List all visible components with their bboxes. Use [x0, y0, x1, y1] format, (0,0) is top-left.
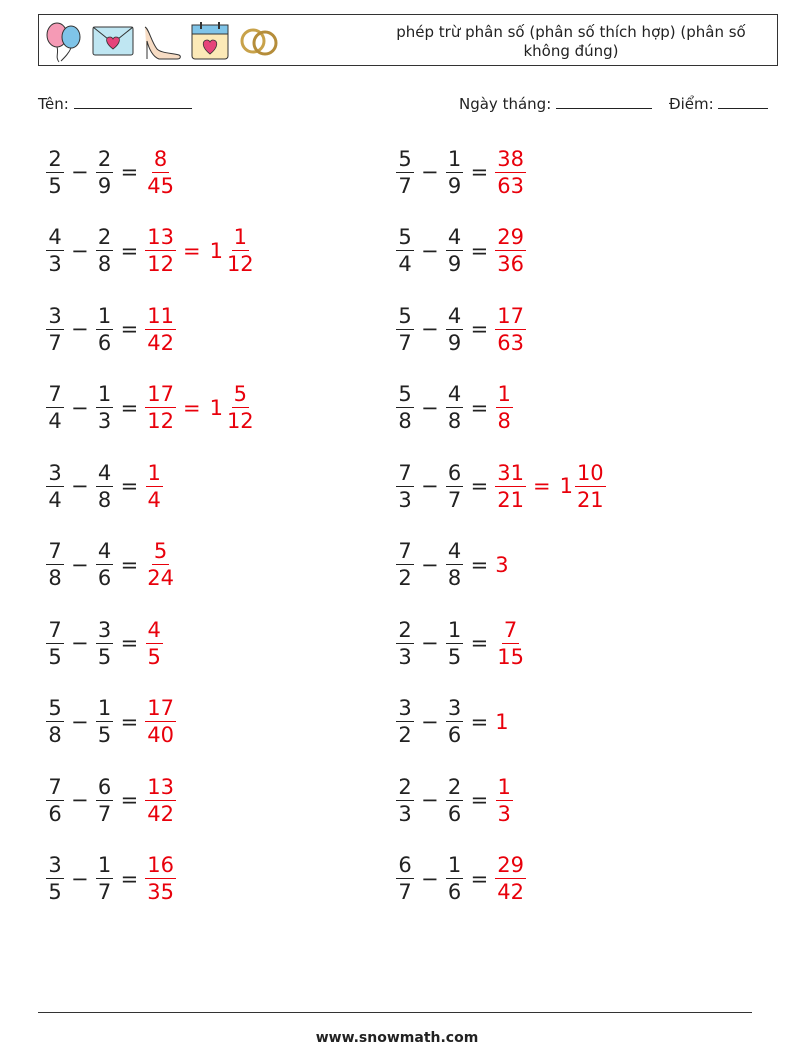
problem-item — [46, 142, 176, 202]
subtrahend-fraction-denominator: 3 — [97, 409, 112, 433]
mixed-whole: 1 — [209, 395, 223, 420]
minuend-fraction — [46, 460, 64, 513]
subtrahend-fraction — [96, 774, 114, 827]
minus-sign: − — [421, 866, 439, 891]
subtrahend-fraction-denominator: 9 — [447, 252, 462, 276]
subtrahend-fraction-denominator: 5 — [447, 644, 462, 669]
subtrahend-fraction — [96, 224, 114, 277]
minuend-fraction-denominator: 4 — [48, 409, 62, 433]
answer-whole: 3 — [495, 552, 509, 577]
minus-sign: − — [71, 709, 89, 734]
subtrahend-fraction — [96, 146, 114, 199]
answer-fraction-denominator: 40 — [147, 723, 174, 747]
answer-fraction-denominator: 24 — [147, 566, 174, 590]
minuend-fraction-numerator: 2 — [398, 617, 412, 642]
subtrahend-fraction-numerator: 3 — [97, 617, 112, 642]
problem-item — [396, 770, 513, 830]
answer-fraction — [495, 381, 513, 434]
subtrahend-fraction — [96, 460, 114, 513]
minuend-fraction-denominator: 7 — [398, 330, 412, 355]
subtrahend-fraction-numerator: 4 — [447, 382, 462, 406]
subtrahend-fraction-numerator: 4 — [447, 225, 462, 249]
minuend-fraction-numerator: 2 — [398, 774, 412, 799]
problem-item — [396, 299, 526, 359]
subtrahend-fraction-numerator: 1 — [97, 853, 112, 877]
mixed-equals-sign: = — [532, 474, 551, 498]
equals-sign: = — [470, 238, 489, 263]
subtrahend-fraction — [446, 617, 464, 670]
minuend-fraction-numerator: 3 — [48, 460, 62, 485]
minuend-fraction-numerator: 5 — [398, 382, 412, 406]
subtrahend-fraction-numerator: 2 — [97, 146, 112, 171]
subtrahend-fraction — [96, 381, 114, 434]
subtrahend-fraction-denominator: 5 — [97, 644, 112, 669]
minus-sign: − — [71, 160, 89, 184]
subtrahend-fraction-denominator: 9 — [447, 330, 462, 355]
equals-sign: = — [120, 788, 139, 812]
answer-whole: 1 — [495, 709, 509, 734]
equals-sign: = — [120, 160, 139, 184]
subtrahend-fraction — [446, 460, 464, 513]
minuend-fraction-denominator: 3 — [398, 487, 412, 512]
subtrahend-fraction — [446, 695, 464, 748]
equals-sign: = — [120, 631, 139, 655]
equals-sign: = — [120, 709, 139, 734]
subtrahend-fraction-denominator: 9 — [447, 173, 462, 198]
equals-sign: = — [120, 395, 139, 420]
date-label: Ngày tháng: — [459, 95, 552, 113]
subtrahend-fraction-denominator: 7 — [447, 487, 462, 512]
subtrahend-fraction — [96, 695, 114, 748]
minus-sign: − — [71, 317, 89, 341]
problem-item — [396, 692, 509, 752]
minuend-fraction — [396, 852, 414, 905]
equals-sign: = — [470, 552, 489, 577]
problem-item — [46, 378, 256, 438]
answer-fraction-denominator: 63 — [497, 173, 524, 198]
subtrahend-fraction-numerator: 2 — [447, 774, 462, 799]
subtrahend-fraction-denominator: 8 — [97, 487, 112, 512]
problem-item — [46, 770, 176, 830]
answer-fraction-numerator: 8 — [153, 146, 168, 171]
answer-fraction-numerator: 4 — [147, 617, 161, 642]
answer-fraction-numerator: 13 — [147, 225, 174, 249]
answer-fraction — [145, 617, 163, 670]
answer-fraction-denominator: 63 — [497, 330, 524, 355]
equals-sign: = — [470, 709, 489, 734]
equals-sign: = — [470, 788, 489, 812]
subtrahend-fraction — [96, 852, 114, 905]
answer-fraction-numerator: 17 — [497, 303, 524, 328]
subtrahend-fraction-numerator: 4 — [447, 303, 462, 328]
problem-item — [396, 378, 513, 438]
minuend-fraction-denominator: 5 — [48, 173, 62, 198]
subtrahend-fraction-numerator: 4 — [97, 539, 112, 563]
answer-fraction — [145, 224, 176, 277]
answer-fraction-denominator: 45 — [147, 173, 174, 198]
mixed-fraction-denominator: 21 — [576, 487, 604, 512]
problem-item — [46, 535, 176, 595]
answer-fraction-numerator: 29 — [497, 225, 524, 249]
subtrahend-fraction-denominator: 5 — [97, 723, 112, 747]
answer-fraction-denominator: 21 — [497, 487, 524, 512]
subtrahend-fraction-numerator: 1 — [97, 303, 112, 328]
minus-sign: − — [71, 866, 89, 891]
mixed-whole: 1 — [209, 238, 223, 263]
minuend-fraction-denominator: 4 — [398, 252, 412, 276]
minus-sign: − — [71, 395, 89, 420]
answer-fraction — [145, 774, 176, 827]
equals-sign: = — [470, 866, 489, 891]
score-label: Điểm: — [669, 95, 714, 113]
minuend-fraction-denominator: 3 — [398, 801, 412, 826]
minuend-fraction-denominator: 8 — [48, 723, 62, 747]
answer-fraction-denominator: 5 — [147, 644, 161, 669]
answer-fraction-denominator: 36 — [497, 252, 524, 276]
subtrahend-fraction-numerator: 1 — [447, 853, 462, 877]
answer-fraction-denominator: 35 — [147, 880, 174, 904]
minus-sign: − — [71, 238, 89, 263]
answer-fraction-numerator: 13 — [147, 774, 174, 799]
answer-fraction-numerator: 5 — [153, 539, 168, 563]
subtrahend-fraction-numerator: 1 — [97, 696, 112, 720]
minuend-fraction — [396, 381, 414, 434]
minuend-fraction-denominator: 2 — [398, 723, 412, 747]
equals-sign: = — [470, 317, 489, 341]
minuend-fraction — [396, 303, 414, 356]
minus-sign: − — [71, 552, 89, 577]
minus-sign: − — [421, 552, 439, 577]
worksheet-title: phép trừ phân số (phân số thích hợp) (phân số không đúng) — [396, 23, 746, 60]
subtrahend-fraction-denominator: 8 — [447, 409, 462, 433]
subtrahend-fraction-denominator: 6 — [447, 723, 462, 747]
answer-fraction-numerator: 17 — [147, 382, 174, 406]
mixed-fraction — [225, 224, 256, 277]
problem-item — [46, 613, 163, 673]
subtrahend-fraction-denominator: 6 — [447, 801, 462, 826]
answer-fraction-denominator: 42 — [497, 880, 524, 904]
minuend-fraction — [46, 852, 64, 905]
minuend-fraction-numerator: 4 — [48, 225, 62, 249]
subtrahend-fraction-numerator: 1 — [97, 382, 112, 406]
subtrahend-fraction — [446, 774, 464, 827]
mixed-equals-sign: = — [182, 238, 201, 263]
minuend-fraction-denominator: 7 — [48, 330, 62, 355]
mixed-equals-sign: = — [182, 395, 201, 420]
answer-fraction — [145, 381, 176, 434]
minuend-fraction — [396, 695, 414, 748]
answer-fraction — [145, 146, 176, 199]
minuend-fraction — [46, 303, 64, 356]
minuend-fraction-denominator: 5 — [48, 880, 62, 904]
minuend-fraction-denominator: 2 — [398, 566, 412, 590]
minus-sign: − — [421, 474, 439, 498]
minuend-fraction-denominator: 5 — [48, 644, 62, 669]
minuend-fraction-denominator: 7 — [398, 880, 412, 904]
subtrahend-fraction-numerator: 6 — [447, 460, 462, 485]
minuend-fraction — [46, 538, 64, 591]
mixed-fraction-denominator: 12 — [226, 252, 254, 276]
subtrahend-fraction-numerator: 1 — [447, 617, 462, 642]
minuend-fraction-numerator: 2 — [48, 146, 62, 171]
footer-divider — [38, 1012, 752, 1013]
subtrahend-fraction — [96, 303, 114, 356]
minus-sign: − — [421, 160, 439, 184]
minuend-fraction-numerator: 3 — [48, 303, 62, 328]
answer-fraction — [495, 617, 526, 670]
subtrahend-fraction — [96, 617, 114, 670]
minuend-fraction-denominator: 4 — [48, 487, 62, 512]
equals-sign: = — [120, 238, 139, 263]
minuend-fraction-numerator: 5 — [398, 303, 412, 328]
answer-fraction-denominator: 3 — [497, 801, 511, 826]
subtrahend-fraction-denominator: 8 — [97, 252, 112, 276]
minuend-fraction-numerator: 7 — [48, 774, 62, 799]
minuend-fraction — [46, 774, 64, 827]
answer-fraction — [145, 695, 176, 748]
answer-fraction — [145, 538, 176, 591]
answer-fraction-numerator: 1 — [497, 382, 511, 406]
minus-sign: − — [421, 631, 439, 655]
subtrahend-fraction-denominator: 6 — [97, 330, 112, 355]
minus-sign: − — [421, 317, 439, 341]
equals-sign: = — [470, 395, 489, 420]
subtrahend-fraction-denominator: 7 — [97, 880, 112, 904]
minuend-fraction — [396, 224, 414, 277]
equals-sign: = — [470, 631, 489, 655]
subtrahend-fraction-numerator: 1 — [447, 146, 462, 171]
answer-fraction-numerator: 7 — [503, 617, 518, 642]
minuend-fraction-denominator: 3 — [48, 252, 62, 276]
minuend-fraction-numerator: 7 — [48, 382, 62, 406]
minuend-fraction-denominator: 8 — [48, 566, 62, 590]
minuend-fraction-numerator: 5 — [48, 696, 62, 720]
name-label: Tên: — [38, 95, 69, 113]
minus-sign: − — [71, 474, 89, 498]
answer-fraction-numerator: 16 — [147, 853, 174, 877]
minus-sign: − — [71, 788, 89, 812]
subtrahend-fraction-denominator: 7 — [97, 801, 112, 826]
subtrahend-fraction-denominator: 6 — [97, 566, 112, 590]
minuend-fraction-numerator: 7 — [398, 539, 412, 563]
minuend-fraction — [46, 381, 64, 434]
minuend-fraction — [46, 617, 64, 670]
subtrahend-fraction — [446, 146, 464, 199]
mixed-fraction — [225, 381, 256, 434]
subtrahend-fraction-denominator: 6 — [447, 880, 462, 904]
subtrahend-fraction-numerator: 4 — [97, 460, 112, 485]
problem-item — [46, 849, 176, 909]
subtrahend-fraction — [96, 538, 114, 591]
minuend-fraction — [396, 774, 414, 827]
minuend-fraction-denominator: 7 — [398, 173, 412, 198]
minuend-fraction-numerator: 7 — [398, 460, 412, 485]
subtrahend-fraction — [446, 538, 464, 591]
answer-fraction-denominator: 12 — [147, 252, 174, 276]
subtrahend-fraction-denominator: 9 — [97, 173, 112, 198]
minuend-fraction — [46, 146, 64, 199]
equals-sign: = — [120, 474, 139, 498]
answer-fraction-numerator: 11 — [147, 303, 174, 328]
minuend-fraction — [396, 146, 414, 199]
minuend-fraction — [46, 224, 64, 277]
subtrahend-fraction-numerator: 2 — [97, 225, 112, 249]
minus-sign: − — [421, 788, 439, 812]
answer-fraction-denominator: 8 — [497, 409, 511, 433]
problem-item — [46, 299, 176, 359]
subtrahend-fraction — [446, 852, 464, 905]
answer-fraction-denominator: 4 — [147, 487, 161, 512]
answer-fraction-numerator: 29 — [497, 853, 524, 877]
subtrahend-fraction-numerator: 4 — [447, 539, 462, 563]
mixed-fraction-numerator: 5 — [233, 382, 247, 406]
problem-item — [396, 221, 526, 281]
answer-fraction — [495, 224, 526, 277]
subtrahend-fraction — [446, 381, 464, 434]
problem-item — [396, 142, 526, 202]
answer-fraction — [495, 303, 526, 356]
minus-sign: − — [421, 238, 439, 263]
problem-item — [396, 849, 526, 909]
problem-item — [46, 692, 176, 752]
answer-fraction-numerator: 1 — [497, 774, 511, 799]
equals-sign: = — [120, 317, 139, 341]
minuend-fraction-numerator: 6 — [398, 853, 412, 877]
problem-item — [46, 221, 256, 281]
equals-sign: = — [470, 474, 489, 498]
answer-fraction — [495, 146, 526, 199]
minuend-fraction — [396, 460, 414, 513]
problem-item — [396, 613, 526, 673]
minuend-fraction-numerator: 7 — [48, 539, 62, 563]
mixed-fraction-numerator: 10 — [576, 460, 604, 485]
minus-sign: − — [421, 709, 439, 734]
minus-sign: − — [421, 395, 439, 420]
answer-fraction — [145, 303, 176, 356]
minuend-fraction-numerator: 3 — [48, 853, 62, 877]
subtrahend-fraction-numerator: 6 — [97, 774, 112, 799]
subtrahend-fraction-numerator: 3 — [447, 696, 462, 720]
mixed-whole: 1 — [559, 474, 573, 498]
mixed-fraction — [575, 460, 606, 513]
answer-fraction-numerator: 31 — [497, 460, 524, 485]
answer-fraction — [145, 460, 163, 513]
answer-fraction-denominator: 12 — [147, 409, 174, 433]
minuend-fraction-denominator: 8 — [398, 409, 412, 433]
answer-fraction-numerator: 38 — [497, 146, 524, 171]
answer-fraction-denominator: 15 — [497, 644, 524, 669]
answer-fraction — [495, 460, 526, 513]
equals-sign: = — [470, 160, 489, 184]
equals-sign: = — [120, 552, 139, 577]
minus-sign: − — [71, 631, 89, 655]
minuend-fraction-numerator: 5 — [398, 225, 412, 249]
answer-fraction-denominator: 42 — [147, 330, 174, 355]
answer-fraction-numerator: 17 — [147, 696, 174, 720]
minuend-fraction — [396, 538, 414, 591]
problem-item — [396, 535, 509, 595]
problem-item — [46, 456, 163, 516]
equals-sign: = — [120, 866, 139, 891]
subtrahend-fraction — [446, 224, 464, 277]
answer-fraction-numerator: 1 — [147, 460, 161, 485]
problem-item — [396, 456, 606, 516]
answer-fraction — [495, 852, 526, 905]
mixed-fraction-denominator: 12 — [226, 409, 254, 433]
minuend-fraction-denominator: 3 — [398, 644, 412, 669]
answer-fraction-denominator: 42 — [147, 801, 174, 826]
subtrahend-fraction — [446, 303, 464, 356]
subtrahend-fraction-denominator: 8 — [447, 566, 462, 590]
minuend-fraction-numerator: 3 — [398, 696, 412, 720]
answer-fraction — [495, 774, 513, 827]
minuend-fraction — [396, 617, 414, 670]
answer-fraction — [145, 852, 176, 905]
minuend-fraction-numerator: 7 — [48, 617, 62, 642]
minuend-fraction — [46, 695, 64, 748]
minuend-fraction-denominator: 6 — [48, 801, 62, 826]
mixed-fraction-numerator: 1 — [233, 225, 247, 249]
footer-url: www.snowmath.com — [315, 1030, 479, 1046]
minuend-fraction-numerator: 5 — [398, 146, 412, 171]
